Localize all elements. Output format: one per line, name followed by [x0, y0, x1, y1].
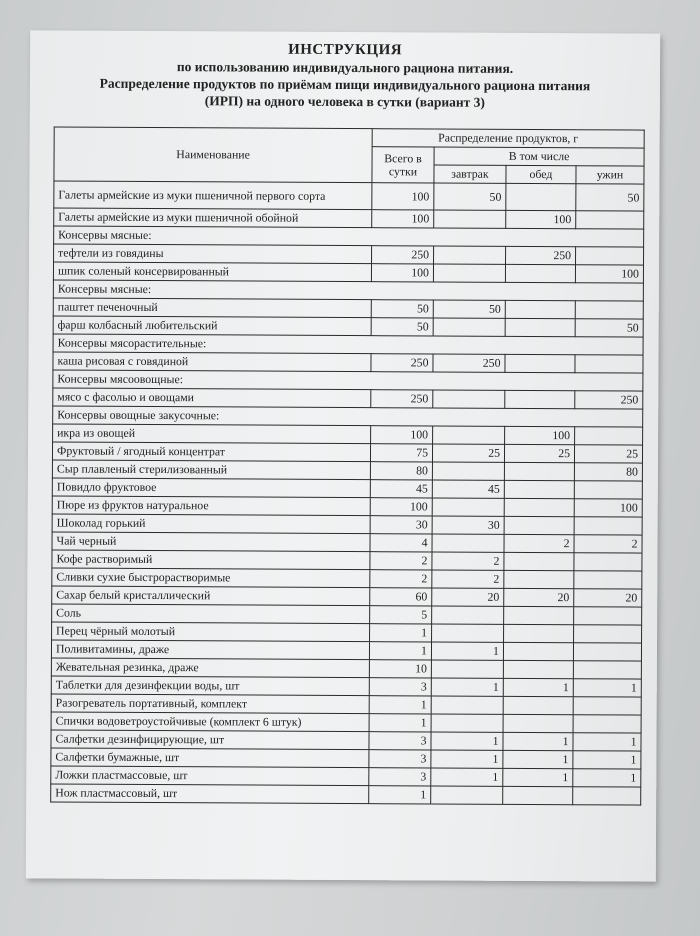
total-cell: 75 [370, 444, 432, 462]
product-name-cell: Поливитамины, драже [51, 640, 369, 660]
total-cell: 3 [369, 750, 431, 768]
document-heading-line: (ИРП) на одного человека в сутки (вариант 3) [204, 93, 485, 110]
breakfast-cell [433, 264, 505, 282]
lunch-cell [503, 714, 573, 732]
table-row [51, 784, 641, 805]
lunch-cell [505, 318, 575, 336]
lunch-cell [506, 183, 576, 210]
lunch-cell [504, 624, 574, 642]
lunch-cell [504, 570, 574, 588]
breakfast-cell [432, 624, 504, 642]
breakfast-cell [432, 498, 504, 516]
dinner-cell: 1 [573, 733, 641, 751]
dinner-cell: 1 [573, 679, 641, 697]
lunch-cell: 1 [503, 768, 573, 786]
header-lunch: обед [506, 165, 576, 183]
dinner-cell: 250 [575, 391, 643, 409]
dinner-cell [573, 643, 641, 661]
breakfast-cell: 1 [431, 768, 503, 786]
dinner-cell: 1 [573, 769, 641, 787]
total-cell: 4 [370, 534, 432, 552]
dinner-cell [573, 697, 641, 715]
dinner-cell: 50 [575, 319, 643, 337]
header-including: В том числе [434, 147, 644, 166]
product-name-cell: Кофе растворимый [52, 550, 370, 570]
lunch-cell: 1 [503, 732, 573, 750]
total-cell: 1 [369, 786, 431, 804]
product-name-cell: Чай черный [52, 532, 370, 552]
product-name-cell: Соль [52, 604, 370, 624]
product-name-cell: Жевательная резинка, драже [51, 658, 369, 678]
lunch-cell [504, 606, 574, 624]
lunch-cell [505, 354, 575, 372]
header-dinner: ужин [576, 166, 644, 184]
product-name-cell: мясо с фасолью и овощами [53, 388, 371, 408]
group-label: Консервы мясорастительные: [53, 334, 643, 355]
header-total: Всего в сутки [372, 147, 434, 183]
group-label: Консервы мясоовощные: [53, 370, 643, 391]
product-name-cell: тефтели из говядины [54, 244, 372, 264]
lunch-cell [505, 264, 575, 282]
dinner-cell [575, 427, 643, 445]
dinner-cell [574, 481, 642, 499]
lunch-cell [503, 642, 573, 660]
breakfast-cell: 2 [432, 552, 504, 570]
product-name-cell: Разогреватель портативный, комплект [51, 694, 369, 714]
dinner-cell: 2 [574, 535, 642, 553]
dinner-cell [575, 355, 643, 373]
lunch-cell [503, 786, 573, 804]
instruction-sheet [26, 30, 660, 881]
breakfast-cell [433, 390, 505, 408]
product-name-cell: Фруктовый / ягодный концентрат [52, 442, 370, 462]
lunch-cell: 20 [504, 588, 574, 606]
total-cell: 100 [370, 498, 432, 516]
dinner-cell: 100 [575, 265, 643, 283]
breakfast-cell: 25 [432, 444, 504, 462]
total-cell: 10 [369, 660, 431, 678]
dinner-cell [574, 607, 642, 625]
total-cell: 1 [369, 714, 431, 732]
breakfast-cell [433, 318, 505, 336]
dinner-cell [573, 661, 641, 679]
product-name-cell: Салфетки дезинфицирующие, шт [51, 730, 369, 750]
lunch-cell: 1 [503, 750, 573, 768]
product-name-cell: паштет печеночный [53, 298, 371, 318]
lunch-cell [503, 660, 573, 678]
header-distribution: Распределение продуктов, г [372, 129, 644, 148]
breakfast-cell: 45 [432, 480, 504, 498]
breakfast-cell [431, 786, 503, 804]
product-name-cell: Ложки пластмассовые, шт [51, 766, 369, 786]
breakfast-cell: 50 [434, 183, 506, 210]
total-cell: 3 [369, 768, 431, 786]
dinner-cell: 1 [573, 751, 641, 769]
table-row [54, 181, 644, 211]
dinner-cell: 20 [574, 589, 642, 607]
lunch-cell: 250 [506, 246, 576, 264]
total-cell: 3 [369, 732, 431, 750]
total-cell: 50 [371, 300, 433, 318]
table-body [51, 181, 644, 805]
breakfast-cell [434, 246, 506, 264]
breakfast-cell: 1 [431, 642, 503, 660]
lunch-cell: 100 [505, 426, 575, 444]
dinner-cell [574, 625, 642, 643]
total-cell: 250 [372, 246, 434, 264]
lunch-cell: 100 [506, 210, 576, 228]
product-name-cell: Повидло фруктовое [52, 478, 370, 498]
dinner-cell: 80 [574, 463, 642, 481]
breakfast-cell: 1 [431, 750, 503, 768]
total-cell: 100 [372, 210, 434, 228]
product-name-cell: Сыр плавленый стерилизованный [52, 460, 370, 480]
total-cell: 50 [371, 318, 433, 336]
dinner-cell: 25 [574, 445, 642, 463]
lunch-cell [505, 300, 575, 318]
total-cell: 2 [370, 552, 432, 570]
product-name-cell: фарш колбасный любительский [53, 316, 371, 336]
product-name-cell: каша рисовая с говядиной [53, 352, 371, 372]
breakfast-cell: 20 [432, 588, 504, 606]
dinner-cell [574, 553, 642, 571]
total-cell: 100 [372, 183, 434, 210]
breakfast-cell: 30 [432, 516, 504, 534]
total-cell: 1 [370, 624, 432, 642]
ration-distribution-table [50, 126, 645, 805]
product-name-cell: шпик соленый консервированный [53, 262, 371, 282]
header-breakfast: завтрак [434, 165, 506, 183]
total-cell: 1 [369, 642, 431, 660]
breakfast-cell [432, 462, 504, 480]
breakfast-cell [432, 534, 504, 552]
product-name-cell: Сахар белый кристаллический [52, 586, 370, 606]
breakfast-cell: 50 [433, 300, 505, 318]
product-name-cell: Галеты армейские из муки пшеничной обойной [54, 208, 372, 228]
total-cell: 100 [371, 264, 433, 282]
breakfast-cell [434, 210, 506, 228]
product-name-cell: икра из овощей [53, 424, 371, 444]
dinner-cell [573, 715, 641, 733]
product-name-cell: Спички водоветроустойчивые (комплект 6 штук) [51, 712, 369, 732]
document-heading-line: Распределение продуктов по приёмам пищи индивидуального рациона питания [99, 75, 591, 94]
dinner-cell [573, 787, 641, 805]
breakfast-cell: 250 [433, 354, 505, 372]
total-cell: 45 [370, 480, 432, 498]
breakfast-cell: 1 [431, 732, 503, 750]
dinner-cell: 50 [576, 184, 644, 211]
total-cell: 3 [369, 678, 431, 696]
product-name-cell: Таблетки для дезинфекции воды, шт [51, 676, 369, 696]
dinner-cell [574, 517, 642, 535]
product-name-cell: Перец чёрный молотый [52, 622, 370, 642]
lunch-cell: 2 [504, 534, 574, 552]
total-cell: 2 [370, 570, 432, 588]
lunch-cell [504, 552, 574, 570]
total-cell: 100 [371, 426, 433, 444]
lunch-cell [504, 462, 574, 480]
total-cell: 250 [371, 390, 433, 408]
breakfast-cell [433, 426, 505, 444]
dinner-cell [576, 211, 644, 229]
product-name-cell: Нож пластмассовый, шт [51, 784, 369, 804]
document-header [30, 40, 660, 111]
document-title: ИНСТРУКЦИЯ [288, 41, 403, 59]
dinner-cell: 100 [574, 499, 642, 517]
breakfast-cell: 2 [432, 570, 504, 588]
dinner-cell [574, 571, 642, 589]
product-name-cell: Салфетки бумажные, шт [51, 748, 369, 768]
group-label: Консервы овощные закусочные: [53, 406, 643, 427]
breakfast-cell [432, 606, 504, 624]
group-label: Консервы мясные: [54, 226, 644, 247]
dinner-cell [575, 301, 643, 319]
lunch-cell [504, 498, 574, 516]
product-name-cell: Галеты армейские из муки пшеничной первого сорта [54, 181, 372, 210]
lunch-cell: 25 [504, 444, 574, 462]
breakfast-cell [431, 714, 503, 732]
total-cell: 5 [370, 606, 432, 624]
total-cell: 250 [371, 354, 433, 372]
product-name-cell: Сливки сухие быстрорастворимые [52, 568, 370, 588]
dinner-cell [576, 247, 644, 265]
product-name-cell: Пюре из фруктов натуральное [52, 496, 370, 516]
lunch-cell [504, 516, 574, 534]
breakfast-cell [431, 660, 503, 678]
lunch-cell [505, 390, 575, 408]
product-name-cell: Шоколад горький [52, 514, 370, 534]
header-name: Наименование [54, 127, 372, 183]
total-cell: 30 [370, 516, 432, 534]
breakfast-cell [431, 696, 503, 714]
lunch-cell: 1 [503, 678, 573, 696]
breakfast-cell: 1 [431, 678, 503, 696]
total-cell: 1 [369, 696, 431, 714]
total-cell: 80 [370, 462, 432, 480]
document-subtitle: по использованию индивидуального рациона питания. [176, 59, 514, 76]
total-cell: 60 [370, 588, 432, 606]
lunch-cell [503, 696, 573, 714]
lunch-cell [504, 480, 574, 498]
group-label: Консервы мясные: [53, 280, 643, 301]
